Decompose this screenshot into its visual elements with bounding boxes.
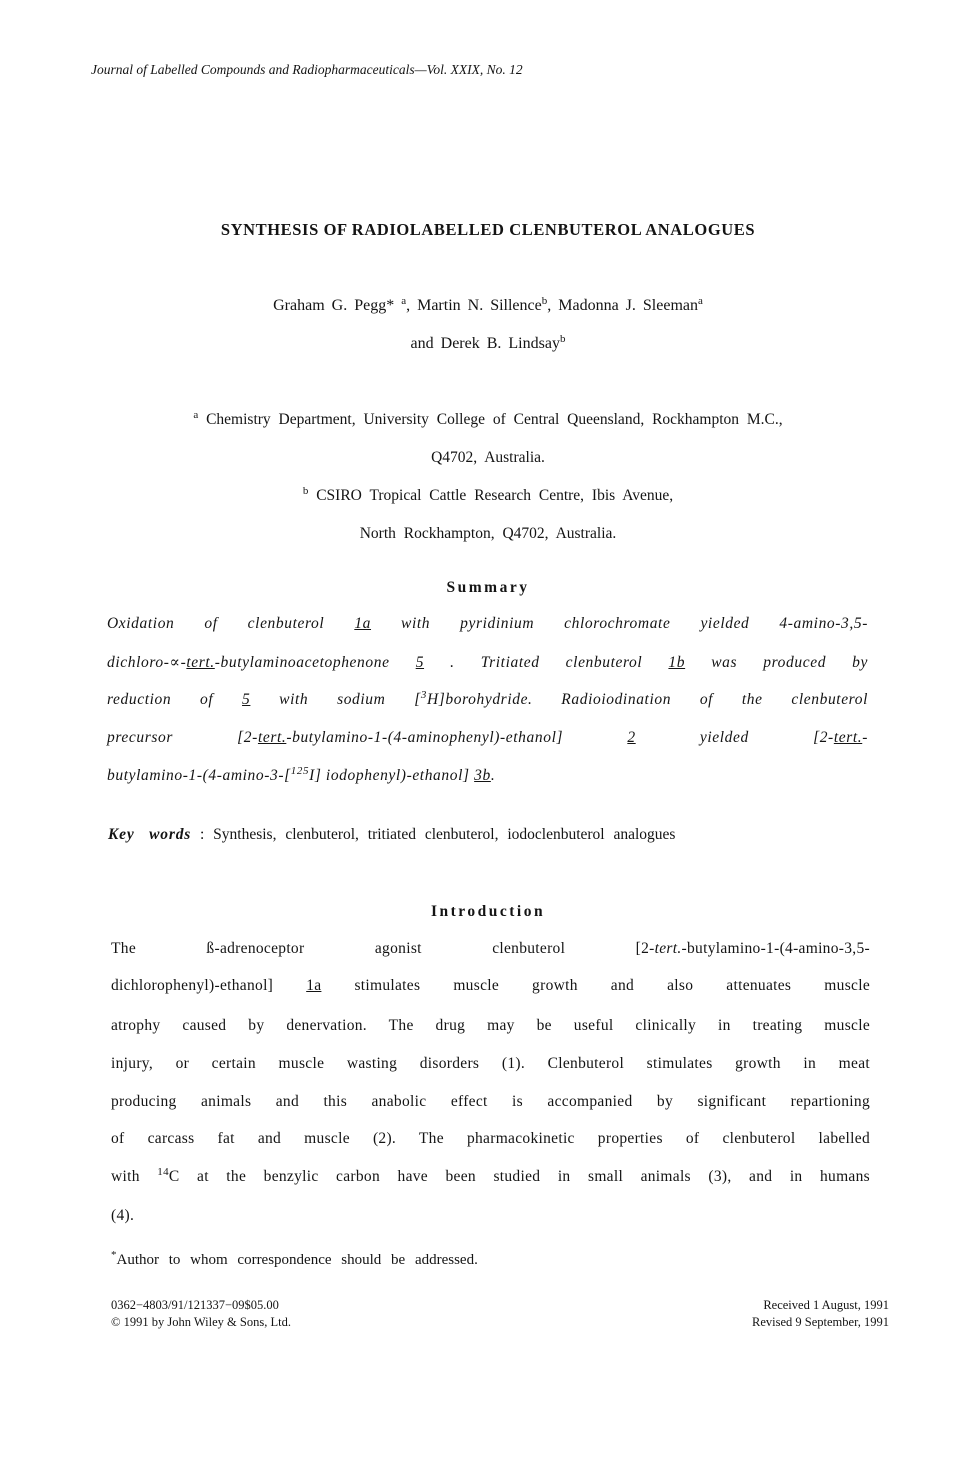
isotope-mark: 14 xyxy=(157,1166,169,1178)
affiliation-a-mark: a xyxy=(193,409,199,421)
compound-ref: 5 xyxy=(242,691,251,708)
intro-text: The ß-adrenoceptor agonist clenbuterol [2- xyxy=(111,940,655,957)
summary-line-3 xyxy=(107,691,868,709)
authors-line-1 xyxy=(0,297,976,315)
compound-ref: 1a xyxy=(354,615,372,632)
journal-header: Journal of Labelled Compounds and Radiopharmaceuticals—Vol. XXIX, No. 12 xyxy=(91,62,523,77)
compound-ref: 1a xyxy=(306,977,322,994)
received-dates xyxy=(752,1297,889,1331)
summary-text: was produced by xyxy=(685,654,868,671)
compound-ref: 1b xyxy=(668,654,686,671)
summary-text: -butylaminoacetophenone xyxy=(214,654,416,671)
affiliation-b-mark: b xyxy=(302,485,309,497)
summary-line-2 xyxy=(107,653,868,672)
tert-prefix: tert. xyxy=(833,729,863,746)
isotope-mark: 3 xyxy=(420,689,427,701)
intro-text: dichlorophenyl)-ethanol] xyxy=(111,977,307,994)
intro-line-3: atrophy caused by denervation. The drug may be useful clinically in treating muscle xyxy=(111,1017,870,1034)
summary-line-5 xyxy=(107,767,495,785)
intro-line-1 xyxy=(111,940,870,958)
issn-code: 0362−4803/91/121337−09$05.00 xyxy=(111,1298,279,1312)
footnote xyxy=(111,1249,478,1269)
summary-line-1 xyxy=(107,615,868,633)
affiliation-a-line-1 xyxy=(0,411,976,429)
author-2-affiliation-mark: b xyxy=(541,295,548,307)
affiliation-a-line-2: Q4702, Australia. xyxy=(431,449,545,466)
summary-text: dichloro-∝- xyxy=(107,654,187,671)
affiliation-a-text: Chemistry Department, University College of Central Queensland, Rockhampton M.C., xyxy=(206,411,783,428)
intro-line-6: of carcass fat and muscle (2). The pharmacokinetic properties of clenbuterol labelled xyxy=(111,1130,870,1147)
introduction-heading: Introduction xyxy=(430,903,546,920)
intro-text: -butylamino-1-(4-amino-3,5- xyxy=(681,940,870,957)
intro-line-7 xyxy=(111,1168,870,1186)
footnote-mark: * xyxy=(111,1249,117,1261)
author-3: , Madonna J. Sleeman xyxy=(547,297,698,314)
compound-ref: 5 xyxy=(415,654,425,671)
summary-text: precursor [2- xyxy=(107,729,258,746)
summary-text: . Tritiated clenbuterol xyxy=(424,654,669,671)
summary-text: . xyxy=(490,767,496,784)
summary-text: with sodium [ xyxy=(250,691,421,708)
summary-text: yielded [2- xyxy=(635,729,834,746)
summary-text: - xyxy=(862,729,868,746)
affiliation-b-line-1 xyxy=(0,487,976,505)
intro-text: C at the benzylic carbon have been studied in small animals (3), and in humans xyxy=(168,1168,870,1185)
compound-ref: 3b xyxy=(474,767,491,784)
summary-line-4 xyxy=(107,729,868,747)
intro-line-4: injury, or certain muscle wasting disorders (1). Clenbuterol stimulates growth in meat xyxy=(111,1055,870,1072)
summary-text: with pyridinium chlorochromate yielded 4-amino-3,5- xyxy=(371,615,868,632)
isotope-mark: 125 xyxy=(290,765,310,777)
author-1-affiliation-mark: a xyxy=(401,295,407,307)
author-4: and Derek B. Lindsay xyxy=(410,335,560,352)
author-4-affiliation-mark: b xyxy=(559,333,566,345)
compound-ref: 2 xyxy=(627,729,636,746)
received-date: Received 1 August, 1991 xyxy=(763,1298,889,1312)
intro-text: stimulates muscle growth and also attenuates muscle xyxy=(321,977,870,994)
keywords-text: Synthesis, clenbuterol, tritiated clenbuterol, iodoclenbuterol analogues xyxy=(213,826,676,843)
summary-text: butylamino-1-(4-amino-3-[ xyxy=(107,767,291,784)
intro-line-2 xyxy=(111,977,870,995)
authors-line-2 xyxy=(0,335,976,353)
keywords xyxy=(108,826,675,844)
paper-title: SYNTHESIS OF RADIOLABELLED CLENBUTEROL ANALOGUES xyxy=(220,220,756,239)
tert-prefix: tert. xyxy=(186,654,215,671)
summary-text: H]borohydride. Radioiodination of the clenbuterol xyxy=(426,691,868,708)
keywords-separator: : xyxy=(191,826,214,843)
affiliation-b-text: CSIRO Tropical Cattle Research Centre, Ibis Avenue, xyxy=(316,487,674,504)
copyright: © 1991 by John Wiley & Sons, Ltd. xyxy=(111,1315,291,1329)
author-3-affiliation-mark: a xyxy=(697,295,703,307)
keywords-label: Key words xyxy=(108,826,192,843)
intro-text: with xyxy=(111,1168,158,1185)
summary-text: reduction of xyxy=(107,691,243,708)
summary-text: Oxidation of clenbuterol xyxy=(107,615,355,632)
revised-date: Revised 9 September, 1991 xyxy=(752,1315,889,1329)
tert-prefix: tert. xyxy=(257,729,287,746)
summary-text: -butylamino-1-(4-aminophenyl)-ethanol] xyxy=(286,729,628,746)
author-1: Graham G. Pegg* xyxy=(273,297,395,314)
tert-prefix: tert. xyxy=(654,940,682,957)
summary-heading: Summary xyxy=(446,579,530,596)
author-2: , Martin N. Sillence xyxy=(406,297,542,314)
affiliation-b-line-2: North Rockhampton, Q4702, Australia. xyxy=(359,525,617,542)
intro-line-8: (4). xyxy=(111,1207,135,1224)
intro-line-5: producing animals and this anabolic effect is accompanied by significant repartioning xyxy=(111,1093,870,1110)
publication-info xyxy=(111,1297,291,1331)
footnote-text: Author to whom correspondence should be addressed. xyxy=(116,1252,478,1268)
summary-text: I] iodophenyl)-ethanol] xyxy=(309,767,475,784)
